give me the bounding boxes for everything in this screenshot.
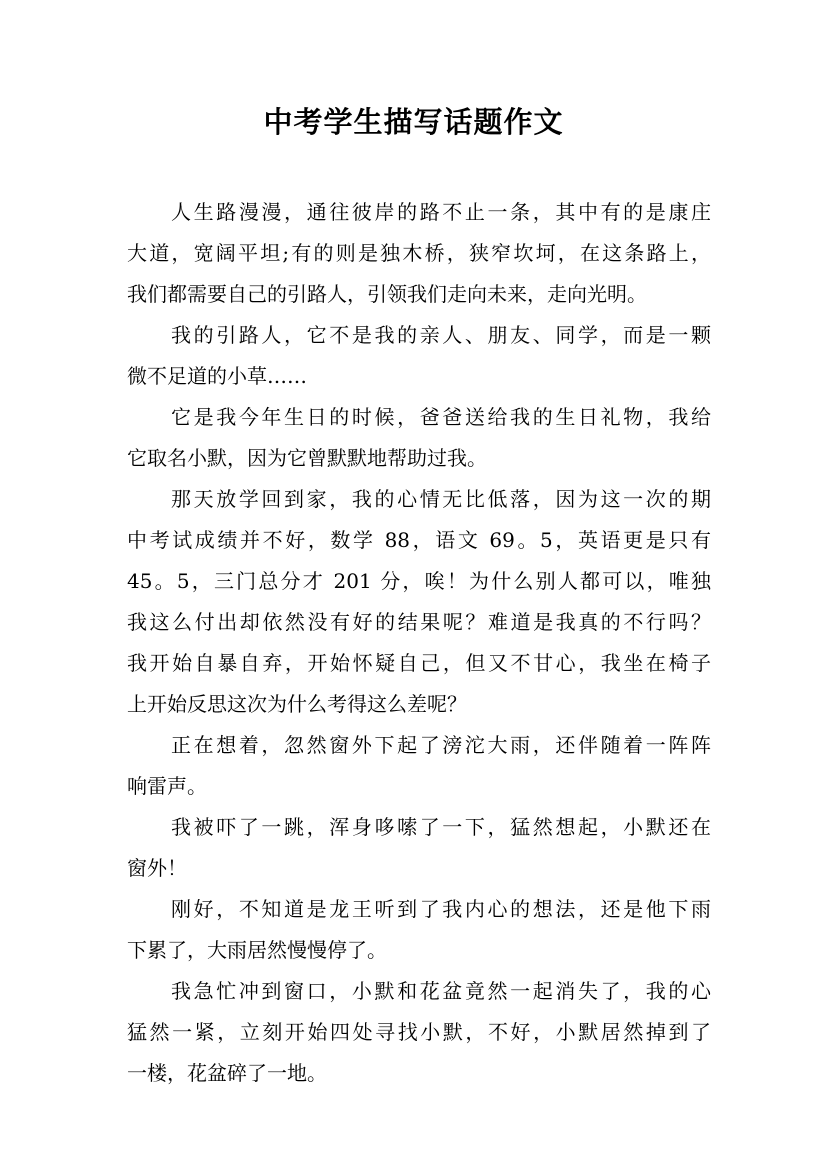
paragraph-line: 微不足道的小草…… <box>127 364 307 388</box>
paragraph-line: 人生路漫漫，通往彼岸的路不止一条，其中有的是康庄 <box>171 200 711 224</box>
document-body <box>127 192 711 1094</box>
paragraph-line: 那天放学回到家，我的心情无比低落，因为这一次的期 <box>171 487 711 511</box>
paragraph-line: 它取名小默，因为它曾默默地帮助过我。 <box>127 446 487 470</box>
paragraph-line: 猛然一紧，立刻开始四处寻找小默，不好，小默居然掉到了 <box>127 1020 711 1044</box>
paragraph <box>127 397 711 479</box>
paragraph <box>127 725 711 807</box>
paragraph <box>127 315 711 397</box>
paragraph-line: 一楼，花盆碎了一地。 <box>127 1061 327 1085</box>
paragraph <box>127 807 711 889</box>
document-title: 中考学生描写话题作文 <box>263 105 564 139</box>
paragraph-line: 响雷声。 <box>127 774 207 798</box>
paragraph <box>127 971 711 1094</box>
paragraph-line: 我开始自暴自弃，开始怀疑自己，但又不甘心，我坐在椅子 <box>127 651 711 675</box>
paragraph-line: 下累了，大雨居然慢慢停了。 <box>127 938 387 962</box>
paragraph-line: 中考试成绩并不好，数学 88，语文 69。5，英语更是只有 <box>127 528 711 552</box>
paragraph <box>127 192 711 315</box>
paragraph-line: 大道，宽阔平坦;有的则是独木桥，狭窄坎坷，在这条路上， <box>127 241 711 265</box>
paragraph <box>127 479 711 725</box>
paragraph-line: 45。5，三门总分才 201 分，唉！为什么别人都可以，唯独 <box>127 569 711 593</box>
paragraph-line: 正在想着，忽然窗外下起了滂沱大雨，还伴随着一阵阵 <box>171 733 711 757</box>
paragraph-line: 我的引路人，它不是我的亲人、朋友、同学，而是一颗 <box>171 323 711 347</box>
paragraph-line: 刚好，不知道是龙王听到了我内心的想法，还是他下雨 <box>171 897 711 921</box>
paragraph <box>127 889 711 971</box>
paragraph-line: 上开始反思这次为什么考得这么差呢？ <box>127 692 467 716</box>
paragraph-line: 我这么付出却依然没有好的结果呢？难道是我真的不行吗？ <box>127 610 711 634</box>
paragraph-line: 我被吓了一跳，浑身哆嗦了一下，猛然想起，小默还在 <box>171 815 711 839</box>
paragraph-line: 我们都需要自己的引路人，引领我们走向未来，走向光明。 <box>127 282 647 306</box>
paragraph-line: 我急忙冲到窗口，小默和花盆竟然一起消失了，我的心 <box>171 979 711 1003</box>
paragraph-line: 它是我今年生日的时候，爸爸送给我的生日礼物，我给 <box>171 405 711 429</box>
paragraph-line: 窗外！ <box>127 856 187 880</box>
